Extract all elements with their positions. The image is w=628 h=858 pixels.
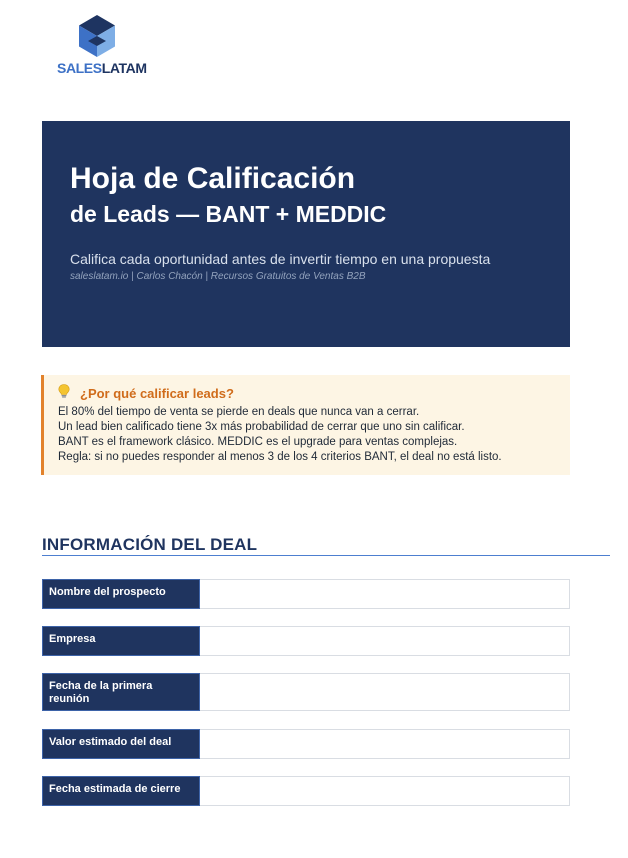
company-field[interactable]: [200, 626, 570, 656]
page-subtitle: Califica cada oportunidad antes de invertir tiempo en una propuesta: [70, 251, 491, 267]
field-label-company: Empresa: [42, 626, 200, 656]
field-row-deal-value: [42, 729, 570, 759]
field-label-first-meeting: Fecha de la primera reunión: [42, 673, 200, 711]
why-qualify-callout: [41, 375, 570, 475]
page-title-line-2: de Leads — BANT + MEDDIC: [70, 201, 387, 227]
logo-wordmark: SALESLATAM: [57, 60, 147, 76]
field-label-close-date: Fecha estimada de cierre: [42, 776, 200, 806]
callout-line: BANT es el framework clásico. MEDDIC es el upgrade para ventas complejas.: [58, 436, 458, 448]
close-date-field[interactable]: [200, 776, 570, 806]
cube-logo-icon: [78, 14, 116, 58]
field-row-first-meeting: [42, 673, 570, 711]
prospect-name-field[interactable]: [200, 579, 570, 609]
callout-title: [58, 384, 570, 402]
section-divider: [42, 555, 610, 556]
first-meeting-date-field[interactable]: [200, 673, 570, 711]
saleslatam-logo: [57, 12, 157, 80]
deal-section-title: INFORMACIÓN DEL DEAL: [42, 535, 258, 554]
field-row-company: [42, 626, 570, 656]
page-title: Hoja de Calificación: [70, 162, 356, 195]
callout-line: Un lead bien calificado tiene 3x más probabilidad de cerrar que uno sin calificar.: [58, 421, 465, 433]
field-label-prospect: Nombre del prospecto: [42, 579, 200, 609]
callout-title-text: ¿Por qué calificar leads?: [80, 386, 234, 401]
field-row-close-date: [42, 776, 570, 806]
lightbulb-icon: [58, 384, 72, 402]
field-row-prospect: [42, 579, 570, 609]
page-meta: saleslatam.io | Carlos Chacón | Recursos Gratuitos de Ventas B2B: [70, 271, 366, 282]
callout-line: Regla: si no puedes responder al menos 3 de los 4 criterios BANT, el deal no está listo.: [58, 451, 502, 463]
callout-line: El 80% del tiempo de venta se pierde en deals que nunca van a cerrar.: [58, 406, 420, 418]
hero-banner: [42, 121, 570, 347]
field-label-deal-value: Valor estimado del deal: [42, 729, 200, 759]
deal-value-field[interactable]: [200, 729, 570, 759]
